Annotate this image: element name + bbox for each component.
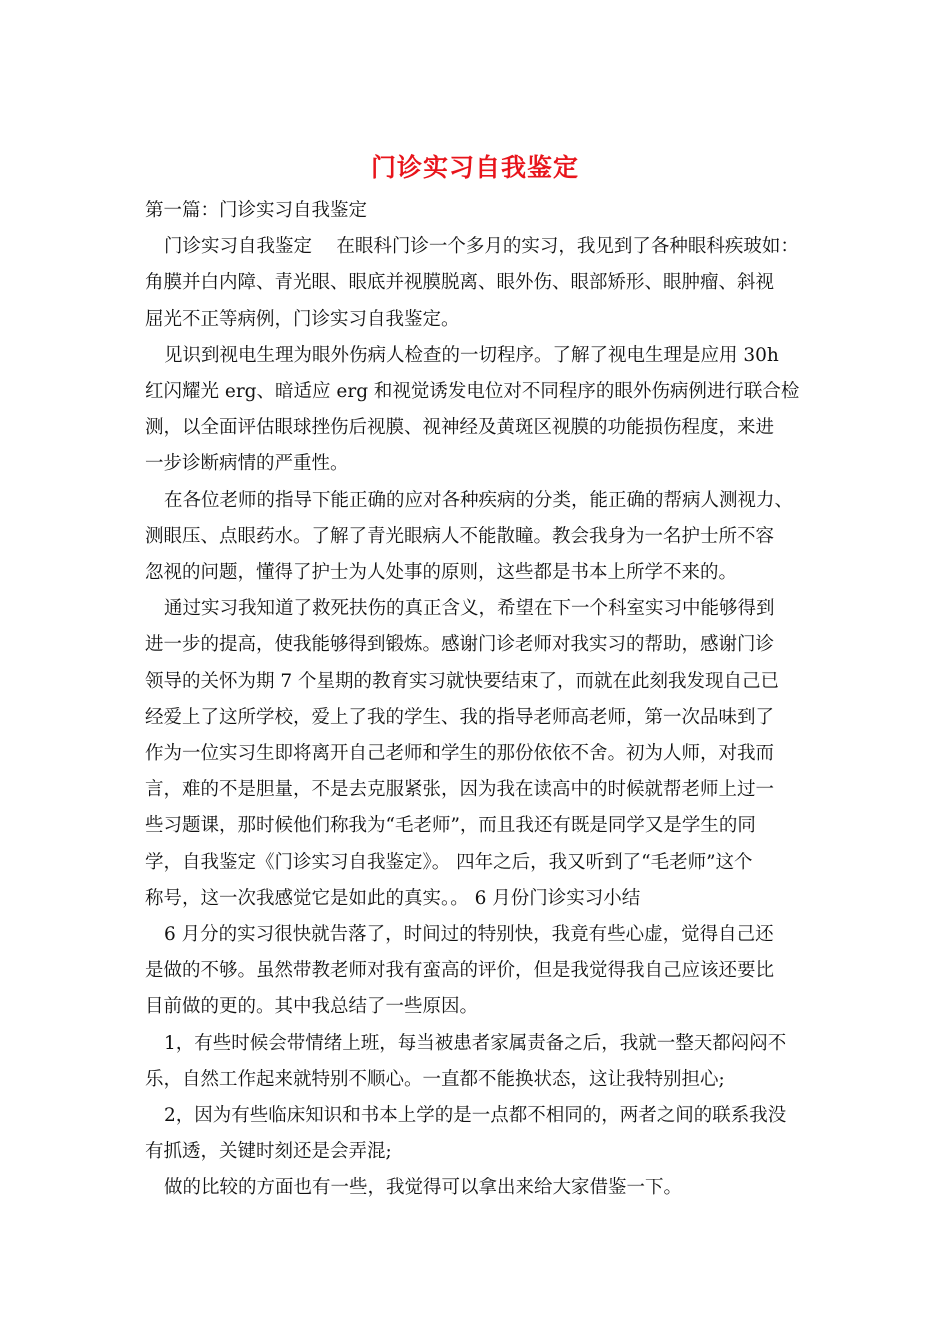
text-line: 忽视的问题，懂得了护士为人处事的原则，这些都是书本上所学不来的。	[145, 562, 738, 584]
text-line: 红闪耀光 erg、暗适应 erg 和视觉诱发电位对不同程序的眼外伤病例进行联合检	[145, 381, 800, 403]
text-line: 在各位老师的指导下能正确的应对各种疾病的分类，能正确的帮病人测视力、	[164, 489, 794, 511]
text-line: 做的比较的方面也有一些，我觉得可以拿出来给大家借鉴一下。	[164, 1177, 683, 1199]
text-line: 一步诊断病情的严重性。	[145, 453, 349, 475]
text-line: 门诊实习自我鉴定 在眼科门诊一个多月的实习，我见到了各种眼科疾玻如：	[164, 236, 799, 258]
text-line: 是做的不够。虽然带教老师对我有蛮高的评价，但是我觉得我自己应该还要比	[145, 960, 775, 982]
text-line: 2，因为有些临床知识和书本上学的是一点都不相同的，两者之间的联系我没	[164, 1105, 787, 1127]
text-line: 学，自我鉴定《门诊实习自我鉴定》。 四年之后，我又听到了“毛老师”这个	[145, 851, 753, 873]
text-line: 经爱上了这所学校，爱上了我的学生、我的指导老师高老师，第一次品味到了	[145, 706, 775, 728]
text-line: 有抓透，关键时刻还是会弄混;	[145, 1141, 392, 1163]
text-line: 领导的关怀为期 7 个星期的教育实习就快要结束了，而就在此刻我发现自己已	[145, 670, 780, 692]
document-title: 门诊实习自我鉴定	[370, 153, 579, 182]
text-line: 乐，自然工作起来就特别不顺心。一直都不能换状态，这让我特别担心;	[145, 1068, 725, 1090]
text-line: 称号，这一次我感觉它是如此的真实。。 6 月份门诊实习小结	[145, 887, 641, 909]
document-body	[145, 193, 813, 1207]
text-line: 1，有些时候会带情绪上班，每当被患者家属责备之后，我就一整天都闷闷不	[164, 1032, 787, 1054]
text-line: 测，以全面评估眼球挫伤后视膜、视神经及黄斑区视膜的功能损伤程度，来进	[145, 417, 775, 439]
text-line: 通过实习我知道了救死扶伤的真正含义，希望在下一个科室实习中能够得到	[164, 598, 775, 620]
text-line: 角膜并白内障、青光眼、眼底并视膜脱离、眼外伤、眼部矫形、眼肿瘤、斜视	[145, 272, 775, 294]
text-line: 作为一位实习生即将离开自己老师和学生的那份依依不舍。初为人师，对我而	[145, 743, 775, 765]
text-line: 见识到视电生理为眼外伤病人检查的一切程序。了解了视电生理是应用 30h	[164, 344, 779, 366]
text-line: 测眼压、点眼药水。了解了青光眼病人不能散瞳。教会我身为一名护士所不容	[145, 525, 775, 547]
text-line: 进一步的提高，使我能够得到锻炼。感谢门诊老师对我实习的帮助，感谢门诊	[145, 634, 775, 656]
text-line: 言，难的不是胆量，不是去克服紧张，因为我在读高中的时候就帮老师上过一	[145, 779, 775, 801]
text-line: 些习题课，那时候他们称我为“毛老师”，而且我还有既是同学又是学生的同	[145, 815, 756, 837]
text-line: 6 月分的实习很快就告落了，时间过的特别快，我竟有些心虚，觉得自己还	[164, 924, 774, 946]
text-line: 屈光不正等病例，门诊实习自我鉴定。	[145, 308, 460, 330]
section-heading: 第一篇：门诊实习自我鉴定	[145, 200, 368, 221]
text-line: 目前做的更的。其中我总结了一些原因。	[145, 996, 479, 1018]
